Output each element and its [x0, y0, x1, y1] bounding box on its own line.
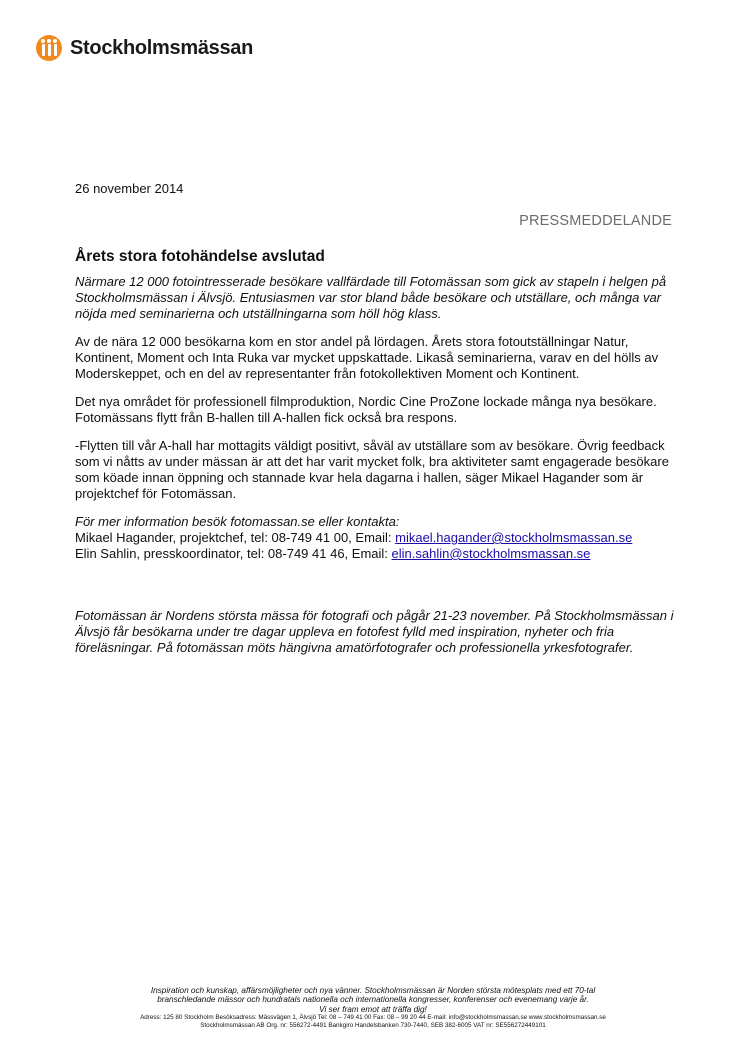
body-paragraph-3: -Flytten till vår A-hall har mottagits väldigt positivt, såväl av utställare som av besökare. Övrig feedback som vi nåtts av under mässan är att det har varit mycket folk, bra aktiviteter samt engagerade besökare som köade innan öppning och stannade kvar hela dagarna i hallen, säger Mikael Hagander som är projektchef för Fotomässan.	[75, 438, 669, 501]
footer-line: branschledande mässor och hundratals nationella och internationella kongresser, konferenser och evenemang varje år.	[157, 995, 589, 1005]
contact-line	[75, 546, 675, 562]
about-paragraph: Fotomässan är Nordens största mässa för fotografi och pågår 21-23 november. På Stockholmsmässan i Älvsjö får besökarna under tre dagar uppleva en fotofest fylld med inspiration, nyheter och fria föreläsningar. På fotomässan möts hängivna amatörfotografer och professionella yrkesfotografer.	[75, 608, 674, 655]
header-logo	[36, 35, 253, 61]
contact-text: Mikael Hagander, projektchef, tel: 08-749 41 00, Email:	[75, 530, 396, 545]
footer-company-info: Stockholmsmässan AB Org. nr: 556272-4491 Bankgiro Handelsbanken 730-7440, SEB 382-6005 VAT nr: SE556272449101	[200, 1022, 546, 1030]
release-date: 26 november 2014	[75, 181, 184, 196]
stockholmsmassan-logo-icon	[36, 35, 62, 61]
contact-email-link[interactable]: mikael.hagander@stockholmsmassan.se	[395, 530, 633, 545]
headline: Årets stora fotohändelse avslutad	[75, 248, 325, 265]
contact-intro: För mer information besök fotomassan.se eller kontakta:	[75, 514, 400, 529]
lead-paragraph: Närmare 12 000 fotointresserade besökare vallfärdade till Fotomässan som gick av stapeln i helgen på Stockholmsmässan i Älvsjö. Entusiasmen var stor bland både besökare och utställare, och många var nöjda med seminarierna och utställningarna som höll hög klass.	[75, 274, 667, 321]
page-footer	[60, 986, 686, 1030]
body-paragraph-1: Av de nära 12 000 besökarna kom en stor andel på lördagen. Årets stora fotoutställningar Natur, Kontinent, Moment och Inta Ruka var mycket uppskattade. Likaså seminarierna, varav en del hölls av Moderskeppet, och en del av representanter från fotokollektiven Moment och Kontinent.	[75, 334, 659, 381]
footer-line: Inspiration och kunskap, affärsmöjligheter och nya vänner. Stockholmsmässan är Norden största mötesplats med ett 70-tal	[150, 986, 596, 995]
document-type: PRESSMEDDELANDE	[519, 213, 672, 229]
contact-line	[75, 530, 675, 546]
brand-name: Stockholmsmässan	[70, 36, 254, 59]
contact-email-link[interactable]: elin.sahlin@stockholmsmassan.se	[391, 546, 591, 561]
contact-text: Elin Sahlin, presskoordinator, tel: 08-749 41 46, Email:	[75, 546, 392, 561]
footer-address: Adress: 125 80 Stockholm Besöksadress: Mässvägen 1, Älvsjö Tel: 08 – 749 41 00 Fax: 08 – 99 20 44 E-mail: info@stockholmsmassan.se www.stockholmsmassan.se	[140, 1014, 606, 1022]
body-paragraph-2: Det nya området för professionell filmproduktion, Nordic Cine ProZone lockade många nya besökare. Fotomässans flytt från B-hallen till A-hallen fick också bra respons.	[75, 394, 657, 425]
footer-line: Vi ser fram emot att träffa dig!	[319, 1004, 427, 1014]
contact-info	[75, 514, 675, 562]
press-release-body	[75, 248, 675, 668]
